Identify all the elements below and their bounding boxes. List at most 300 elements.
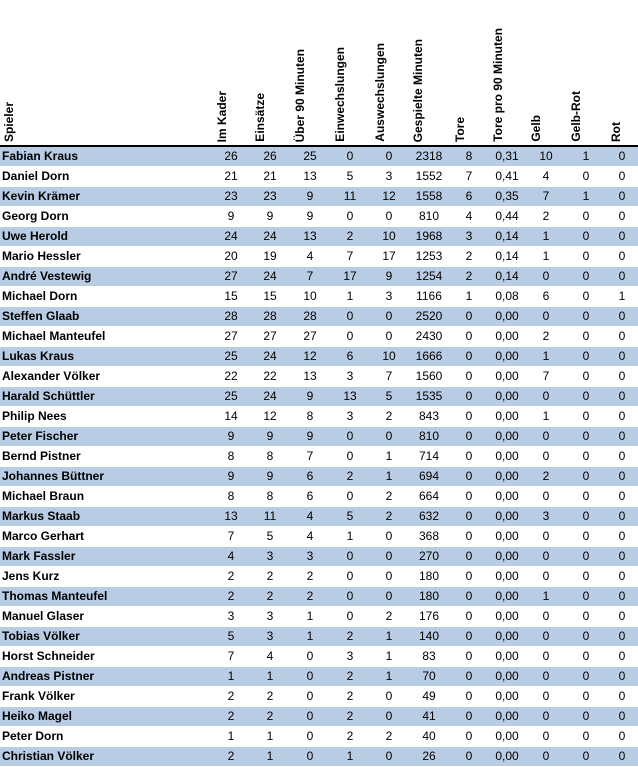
header-tore-pro-90-minuten bbox=[488, 0, 526, 146]
gespielte-minuten-cell: 632 bbox=[408, 507, 450, 527]
ueber-90-minuten-cell: 9 bbox=[290, 387, 330, 407]
table-row bbox=[0, 467, 638, 487]
ueber-90-minuten-cell: 0 bbox=[290, 647, 330, 667]
gespielte-minuten-cell: 694 bbox=[408, 467, 450, 487]
tore-pro-90-cell: 0,00 bbox=[488, 527, 526, 547]
einsaetze-cell: 21 bbox=[250, 167, 290, 187]
rot-cell: 0 bbox=[606, 627, 638, 647]
einsaetze-cell: 4 bbox=[250, 647, 290, 667]
tore-pro-90-cell: 0,00 bbox=[488, 407, 526, 427]
im-kader-cell: 25 bbox=[212, 387, 250, 407]
einwechslungen-cell: 0 bbox=[330, 487, 370, 507]
table-row bbox=[0, 327, 638, 347]
player-name-cell: Michael Dorn bbox=[0, 287, 212, 307]
gelb-rot-cell: 0 bbox=[566, 387, 606, 407]
gelb-rot-cell: 0 bbox=[566, 747, 606, 767]
header-ueber-90-minuten bbox=[290, 0, 330, 146]
tore-pro-90-cell: 0,00 bbox=[488, 627, 526, 647]
gelb-rot-cell: 0 bbox=[566, 447, 606, 467]
im-kader-cell: 22 bbox=[212, 367, 250, 387]
tore-pro-90-cell: 0,00 bbox=[488, 427, 526, 447]
tore-pro-90-cell: 0,31 bbox=[488, 146, 526, 167]
im-kader-cell: 21 bbox=[212, 167, 250, 187]
header-label: Einwechslungen bbox=[333, 47, 347, 142]
auswechslungen-cell: 0 bbox=[370, 427, 408, 447]
tore-cell: 3 bbox=[450, 227, 488, 247]
tore-cell: 0 bbox=[450, 367, 488, 387]
auswechslungen-cell: 0 bbox=[370, 587, 408, 607]
im-kader-cell: 2 bbox=[212, 567, 250, 587]
gespielte-minuten-cell: 1666 bbox=[408, 347, 450, 367]
einwechslungen-cell: 11 bbox=[330, 187, 370, 207]
einsaetze-cell: 23 bbox=[250, 187, 290, 207]
tore-pro-90-cell: 0,00 bbox=[488, 727, 526, 747]
gespielte-minuten-cell: 1254 bbox=[408, 267, 450, 287]
auswechslungen-cell: 2 bbox=[370, 607, 408, 627]
gelb-rot-cell: 0 bbox=[566, 707, 606, 727]
ueber-90-minuten-cell: 1 bbox=[290, 627, 330, 647]
gespielte-minuten-cell: 2318 bbox=[408, 146, 450, 167]
tore-cell: 0 bbox=[450, 747, 488, 767]
tore-pro-90-cell: 0,00 bbox=[488, 487, 526, 507]
im-kader-cell: 24 bbox=[212, 227, 250, 247]
ueber-90-minuten-cell: 13 bbox=[290, 227, 330, 247]
gelb-cell: 0 bbox=[526, 487, 566, 507]
gespielte-minuten-cell: 1166 bbox=[408, 287, 450, 307]
table-row bbox=[0, 167, 638, 187]
einwechslungen-cell: 0 bbox=[330, 146, 370, 167]
im-kader-cell: 20 bbox=[212, 247, 250, 267]
einsaetze-cell: 24 bbox=[250, 347, 290, 367]
einsaetze-cell: 24 bbox=[250, 387, 290, 407]
gelb-cell: 0 bbox=[526, 307, 566, 327]
einwechslungen-cell: 0 bbox=[330, 547, 370, 567]
tore-cell: 0 bbox=[450, 607, 488, 627]
ueber-90-minuten-cell: 28 bbox=[290, 307, 330, 327]
einsaetze-cell: 22 bbox=[250, 367, 290, 387]
gelb-rot-cell: 1 bbox=[566, 146, 606, 167]
gelb-rot-cell: 0 bbox=[566, 227, 606, 247]
einwechslungen-cell: 0 bbox=[330, 447, 370, 467]
tore-cell: 0 bbox=[450, 387, 488, 407]
player-name-cell: Thomas Manteufel bbox=[0, 587, 212, 607]
header-label: Spieler bbox=[2, 101, 16, 142]
tore-cell: 0 bbox=[450, 407, 488, 427]
header-label: Gelb-Rot bbox=[569, 91, 583, 142]
player-name-cell: Daniel Dorn bbox=[0, 167, 212, 187]
player-name-cell: Mark Fassler bbox=[0, 547, 212, 567]
player-name-cell: Christian Völker bbox=[0, 747, 212, 767]
header-einwechslungen bbox=[330, 0, 370, 146]
gelb-cell: 3 bbox=[526, 507, 566, 527]
player-name-cell: Markus Staab bbox=[0, 507, 212, 527]
gelb-rot-cell: 0 bbox=[566, 727, 606, 747]
gespielte-minuten-cell: 176 bbox=[408, 607, 450, 627]
auswechslungen-cell: 3 bbox=[370, 287, 408, 307]
einsaetze-cell: 12 bbox=[250, 407, 290, 427]
auswechslungen-cell: 5 bbox=[370, 387, 408, 407]
gelb-cell: 0 bbox=[526, 267, 566, 287]
einwechslungen-cell: 2 bbox=[330, 467, 370, 487]
header-gelb-rot bbox=[566, 0, 606, 146]
im-kader-cell: 15 bbox=[212, 287, 250, 307]
tore-cell: 0 bbox=[450, 567, 488, 587]
table-body bbox=[0, 146, 638, 767]
header-label: Über 90 Minuten bbox=[293, 48, 307, 142]
tore-cell: 7 bbox=[450, 167, 488, 187]
im-kader-cell: 2 bbox=[212, 707, 250, 727]
einsaetze-cell: 2 bbox=[250, 707, 290, 727]
gelb-rot-cell: 0 bbox=[566, 207, 606, 227]
tore-pro-90-cell: 0,41 bbox=[488, 167, 526, 187]
tore-cell: 0 bbox=[450, 687, 488, 707]
tore-pro-90-cell: 0,00 bbox=[488, 387, 526, 407]
auswechslungen-cell: 0 bbox=[370, 547, 408, 567]
im-kader-cell: 8 bbox=[212, 447, 250, 467]
auswechslungen-cell: 2 bbox=[370, 727, 408, 747]
rot-cell: 0 bbox=[606, 547, 638, 567]
tore-cell: 0 bbox=[450, 467, 488, 487]
gelb-rot-cell: 0 bbox=[566, 427, 606, 447]
tore-pro-90-cell: 0,14 bbox=[488, 247, 526, 267]
ueber-90-minuten-cell: 7 bbox=[290, 447, 330, 467]
rot-cell: 0 bbox=[606, 427, 638, 447]
im-kader-cell: 5 bbox=[212, 627, 250, 647]
player-name-cell: André Vestewig bbox=[0, 267, 212, 287]
rot-cell: 0 bbox=[606, 727, 638, 747]
tore-pro-90-cell: 0,00 bbox=[488, 647, 526, 667]
tore-cell: 0 bbox=[450, 527, 488, 547]
ueber-90-minuten-cell: 0 bbox=[290, 747, 330, 767]
gelb-rot-cell: 0 bbox=[566, 587, 606, 607]
rot-cell: 0 bbox=[606, 687, 638, 707]
gespielte-minuten-cell: 70 bbox=[408, 667, 450, 687]
einsaetze-cell: 11 bbox=[250, 507, 290, 527]
auswechslungen-cell: 12 bbox=[370, 187, 408, 207]
header-spieler bbox=[0, 0, 212, 146]
ueber-90-minuten-cell: 3 bbox=[290, 547, 330, 567]
table-row bbox=[0, 727, 638, 747]
gelb-rot-cell: 0 bbox=[566, 287, 606, 307]
gespielte-minuten-cell: 664 bbox=[408, 487, 450, 507]
table-row bbox=[0, 427, 638, 447]
gelb-cell: 1 bbox=[526, 347, 566, 367]
gespielte-minuten-cell: 270 bbox=[408, 547, 450, 567]
header-label: Gespielte Minuten bbox=[411, 38, 425, 142]
ueber-90-minuten-cell: 4 bbox=[290, 507, 330, 527]
gespielte-minuten-cell: 843 bbox=[408, 407, 450, 427]
tore-pro-90-cell: 0,00 bbox=[488, 327, 526, 347]
table-row bbox=[0, 687, 638, 707]
tore-cell: 0 bbox=[450, 547, 488, 567]
einwechslungen-cell: 3 bbox=[330, 647, 370, 667]
gespielte-minuten-cell: 810 bbox=[408, 207, 450, 227]
gespielte-minuten-cell: 368 bbox=[408, 527, 450, 547]
player-name-cell: Bernd Pistner bbox=[0, 447, 212, 467]
ueber-90-minuten-cell: 9 bbox=[290, 207, 330, 227]
gelb-rot-cell: 0 bbox=[566, 367, 606, 387]
tore-cell: 0 bbox=[450, 627, 488, 647]
table-row bbox=[0, 487, 638, 507]
player-name-cell: Horst Schneider bbox=[0, 647, 212, 667]
einwechslungen-cell: 2 bbox=[330, 667, 370, 687]
im-kader-cell: 8 bbox=[212, 487, 250, 507]
ueber-90-minuten-cell: 9 bbox=[290, 427, 330, 447]
auswechslungen-cell: 10 bbox=[370, 227, 408, 247]
header-label: Einsätze bbox=[253, 93, 267, 142]
gelb-rot-cell: 0 bbox=[566, 627, 606, 647]
table-row bbox=[0, 567, 638, 587]
rot-cell: 0 bbox=[606, 447, 638, 467]
auswechslungen-cell: 2 bbox=[370, 487, 408, 507]
einsaetze-cell: 8 bbox=[250, 447, 290, 467]
header-gespielte-minuten bbox=[408, 0, 450, 146]
einsaetze-cell: 8 bbox=[250, 487, 290, 507]
table-row bbox=[0, 247, 638, 267]
einsaetze-cell: 19 bbox=[250, 247, 290, 267]
player-name-cell: Peter Fischer bbox=[0, 427, 212, 447]
player-name-cell: Harald Schüttler bbox=[0, 387, 212, 407]
header-label: Tore bbox=[453, 116, 467, 142]
einwechslungen-cell: 2 bbox=[330, 227, 370, 247]
einwechslungen-cell: 6 bbox=[330, 347, 370, 367]
rot-cell: 0 bbox=[606, 647, 638, 667]
auswechslungen-cell: 1 bbox=[370, 447, 408, 467]
tore-cell: 0 bbox=[450, 667, 488, 687]
auswechslungen-cell: 1 bbox=[370, 647, 408, 667]
gelb-cell: 10 bbox=[526, 146, 566, 167]
gelb-cell: 6 bbox=[526, 287, 566, 307]
im-kader-cell: 13 bbox=[212, 507, 250, 527]
gespielte-minuten-cell: 140 bbox=[408, 627, 450, 647]
rot-cell: 0 bbox=[606, 527, 638, 547]
auswechslungen-cell: 9 bbox=[370, 267, 408, 287]
gelb-cell: 0 bbox=[526, 627, 566, 647]
gelb-cell: 0 bbox=[526, 727, 566, 747]
tore-pro-90-cell: 0,00 bbox=[488, 667, 526, 687]
player-name-cell: Michael Manteufel bbox=[0, 327, 212, 347]
ueber-90-minuten-cell: 0 bbox=[290, 687, 330, 707]
im-kader-cell: 7 bbox=[212, 527, 250, 547]
gespielte-minuten-cell: 49 bbox=[408, 687, 450, 707]
ueber-90-minuten-cell: 0 bbox=[290, 727, 330, 747]
table-row bbox=[0, 547, 638, 567]
einwechslungen-cell: 0 bbox=[330, 587, 370, 607]
gespielte-minuten-cell: 1558 bbox=[408, 187, 450, 207]
rot-cell: 0 bbox=[606, 507, 638, 527]
gelb-cell: 0 bbox=[526, 647, 566, 667]
gespielte-minuten-cell: 26 bbox=[408, 747, 450, 767]
im-kader-cell: 25 bbox=[212, 347, 250, 367]
gelb-cell: 0 bbox=[526, 387, 566, 407]
rot-cell: 0 bbox=[606, 707, 638, 727]
table-row bbox=[0, 227, 638, 247]
tore-pro-90-cell: 0,00 bbox=[488, 507, 526, 527]
rot-cell: 0 bbox=[606, 146, 638, 167]
im-kader-cell: 28 bbox=[212, 307, 250, 327]
table-row bbox=[0, 607, 638, 627]
tore-pro-90-cell: 0,00 bbox=[488, 587, 526, 607]
ueber-90-minuten-cell: 1 bbox=[290, 607, 330, 627]
auswechslungen-cell: 2 bbox=[370, 507, 408, 527]
gelb-rot-cell: 0 bbox=[566, 547, 606, 567]
tore-pro-90-cell: 0,00 bbox=[488, 687, 526, 707]
tore-pro-90-cell: 0,14 bbox=[488, 227, 526, 247]
gelb-cell: 1 bbox=[526, 227, 566, 247]
gelb-rot-cell: 0 bbox=[566, 667, 606, 687]
auswechslungen-cell: 0 bbox=[370, 567, 408, 587]
tore-cell: 8 bbox=[450, 146, 488, 167]
einwechslungen-cell: 0 bbox=[330, 567, 370, 587]
auswechslungen-cell: 0 bbox=[370, 687, 408, 707]
gelb-rot-cell: 0 bbox=[566, 487, 606, 507]
rot-cell: 0 bbox=[606, 167, 638, 187]
einwechslungen-cell: 3 bbox=[330, 367, 370, 387]
gespielte-minuten-cell: 2520 bbox=[408, 307, 450, 327]
gelb-cell: 1 bbox=[526, 247, 566, 267]
auswechslungen-cell: 0 bbox=[370, 146, 408, 167]
table-row bbox=[0, 207, 638, 227]
einwechslungen-cell: 0 bbox=[330, 607, 370, 627]
gelb-cell: 1 bbox=[526, 407, 566, 427]
einsaetze-cell: 9 bbox=[250, 467, 290, 487]
tore-pro-90-cell: 0,44 bbox=[488, 207, 526, 227]
einwechslungen-cell: 1 bbox=[330, 527, 370, 547]
table-row bbox=[0, 267, 638, 287]
player-name-cell: Steffen Glaab bbox=[0, 307, 212, 327]
rot-cell: 0 bbox=[606, 587, 638, 607]
header-gelb bbox=[526, 0, 566, 146]
gelb-rot-cell: 0 bbox=[566, 607, 606, 627]
einwechslungen-cell: 2 bbox=[330, 707, 370, 727]
header-label: Im Kader bbox=[215, 90, 229, 142]
tore-cell: 0 bbox=[450, 707, 488, 727]
gelb-cell: 0 bbox=[526, 567, 566, 587]
gelb-rot-cell: 0 bbox=[566, 307, 606, 327]
table-row bbox=[0, 667, 638, 687]
auswechslungen-cell: 17 bbox=[370, 247, 408, 267]
table-row bbox=[0, 367, 638, 387]
im-kader-cell: 27 bbox=[212, 267, 250, 287]
im-kader-cell: 7 bbox=[212, 647, 250, 667]
table-row bbox=[0, 627, 638, 647]
gelb-rot-cell: 0 bbox=[566, 407, 606, 427]
table-row bbox=[0, 747, 638, 767]
einsaetze-cell: 9 bbox=[250, 207, 290, 227]
gelb-rot-cell: 0 bbox=[566, 507, 606, 527]
tore-pro-90-cell: 0,00 bbox=[488, 607, 526, 627]
gespielte-minuten-cell: 714 bbox=[408, 447, 450, 467]
im-kader-cell: 9 bbox=[212, 467, 250, 487]
tore-cell: 0 bbox=[450, 427, 488, 447]
table-row bbox=[0, 507, 638, 527]
gelb-rot-cell: 0 bbox=[566, 327, 606, 347]
table-row bbox=[0, 307, 638, 327]
header-auswechslungen bbox=[370, 0, 408, 146]
einwechslungen-cell: 5 bbox=[330, 507, 370, 527]
einwechslungen-cell: 0 bbox=[330, 327, 370, 347]
player-name-cell: Peter Dorn bbox=[0, 727, 212, 747]
tore-pro-90-cell: 0,00 bbox=[488, 707, 526, 727]
gelb-rot-cell: 1 bbox=[566, 187, 606, 207]
einsaetze-cell: 2 bbox=[250, 587, 290, 607]
ueber-90-minuten-cell: 7 bbox=[290, 267, 330, 287]
player-name-cell: Jens Kurz bbox=[0, 567, 212, 587]
einsaetze-cell: 2 bbox=[250, 567, 290, 587]
einwechslungen-cell: 3 bbox=[330, 407, 370, 427]
einsaetze-cell: 15 bbox=[250, 287, 290, 307]
einsaetze-cell: 1 bbox=[250, 747, 290, 767]
tore-pro-90-cell: 0,00 bbox=[488, 307, 526, 327]
auswechslungen-cell: 0 bbox=[370, 207, 408, 227]
im-kader-cell: 3 bbox=[212, 607, 250, 627]
im-kader-cell: 2 bbox=[212, 587, 250, 607]
table-row bbox=[0, 387, 638, 407]
rot-cell: 0 bbox=[606, 747, 638, 767]
tore-pro-90-cell: 0,14 bbox=[488, 267, 526, 287]
player-name-cell: Johannes Büttner bbox=[0, 467, 212, 487]
table-row bbox=[0, 407, 638, 427]
header-einsaetze bbox=[250, 0, 290, 146]
rot-cell: 0 bbox=[606, 307, 638, 327]
gelb-cell: 0 bbox=[526, 527, 566, 547]
einsaetze-cell: 26 bbox=[250, 146, 290, 167]
tore-cell: 0 bbox=[450, 487, 488, 507]
tore-pro-90-cell: 0,00 bbox=[488, 467, 526, 487]
rot-cell: 0 bbox=[606, 387, 638, 407]
ueber-90-minuten-cell: 12 bbox=[290, 347, 330, 367]
gelb-cell: 7 bbox=[526, 367, 566, 387]
einsaetze-cell: 3 bbox=[250, 607, 290, 627]
player-name-cell: Frank Völker bbox=[0, 687, 212, 707]
player-name-cell: Lukas Kraus bbox=[0, 347, 212, 367]
header-label: Auswechslungen bbox=[373, 43, 387, 142]
rot-cell: 0 bbox=[606, 367, 638, 387]
tore-pro-90-cell: 0,00 bbox=[488, 367, 526, 387]
einwechslungen-cell: 0 bbox=[330, 307, 370, 327]
einwechslungen-cell: 2 bbox=[330, 687, 370, 707]
gespielte-minuten-cell: 41 bbox=[408, 707, 450, 727]
player-name-cell: Philip Nees bbox=[0, 407, 212, 427]
gespielte-minuten-cell: 180 bbox=[408, 587, 450, 607]
tore-cell: 0 bbox=[450, 507, 488, 527]
rot-cell: 0 bbox=[606, 407, 638, 427]
auswechslungen-cell: 1 bbox=[370, 667, 408, 687]
ueber-90-minuten-cell: 9 bbox=[290, 187, 330, 207]
player-name-cell: Tobias Völker bbox=[0, 627, 212, 647]
ueber-90-minuten-cell: 13 bbox=[290, 367, 330, 387]
einwechslungen-cell: 0 bbox=[330, 207, 370, 227]
tore-cell: 0 bbox=[450, 647, 488, 667]
gelb-rot-cell: 0 bbox=[566, 267, 606, 287]
einwechslungen-cell: 1 bbox=[330, 747, 370, 767]
ueber-90-minuten-cell: 2 bbox=[290, 587, 330, 607]
gespielte-minuten-cell: 1253 bbox=[408, 247, 450, 267]
gespielte-minuten-cell: 2430 bbox=[408, 327, 450, 347]
tore-cell: 0 bbox=[450, 447, 488, 467]
einwechslungen-cell: 2 bbox=[330, 627, 370, 647]
tore-pro-90-cell: 0,00 bbox=[488, 747, 526, 767]
tore-cell: 0 bbox=[450, 587, 488, 607]
ueber-90-minuten-cell: 0 bbox=[290, 667, 330, 687]
tore-cell: 1 bbox=[450, 287, 488, 307]
ueber-90-minuten-cell: 13 bbox=[290, 167, 330, 187]
gelb-rot-cell: 0 bbox=[566, 347, 606, 367]
im-kader-cell: 2 bbox=[212, 747, 250, 767]
einsaetze-cell: 28 bbox=[250, 307, 290, 327]
auswechslungen-cell: 7 bbox=[370, 367, 408, 387]
tore-cell: 2 bbox=[450, 267, 488, 287]
